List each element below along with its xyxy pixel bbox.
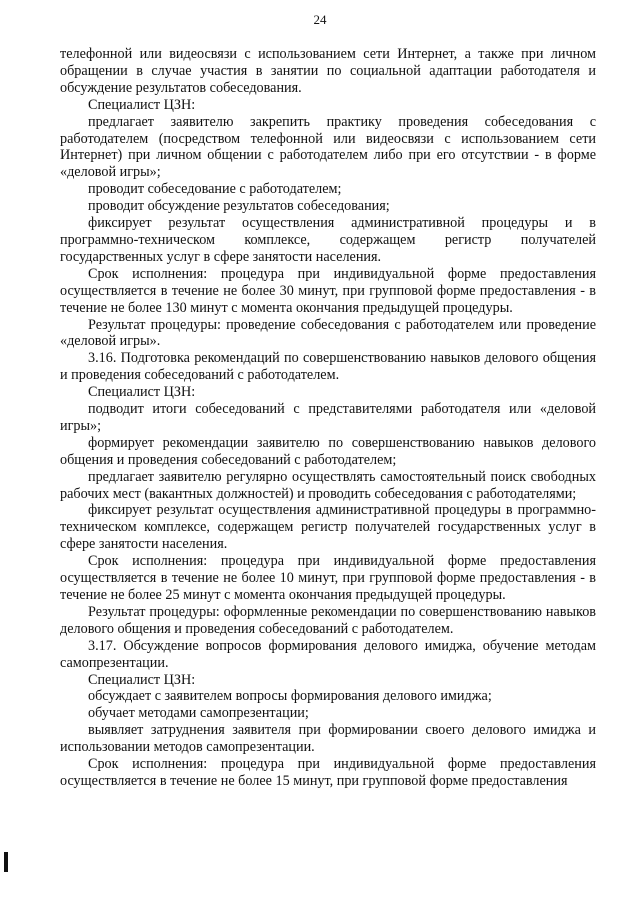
- paragraph-offers-practice: предлагает заявителю закрепить практику проведения собеседования с работодателем (посредством телефонной или видеосвязи с использованием сети Интернет) при личном общении с работодателем либо при его отсутствии - в форме «деловой игры»;: [60, 113, 596, 181]
- paragraph-records-result: фиксирует результат осуществления административной процедуры и в программно-техническом комплексе, содержащем регистр получателей государственных услуг в сфере занятости населения.: [60, 215, 596, 265]
- paragraph-specialist-label: Специалист ЦЗН:: [88, 96, 196, 113]
- document-body: [60, 46, 596, 790]
- paragraph-conducts-discussion: проводит обсуждение результатов собеседования;: [88, 198, 390, 215]
- paragraph-records-result: фиксирует результат осуществления административной процедуры в программно-техническом комплексе, содержащем регистр получателей государственных услуг в сфере занятости населения.: [60, 502, 596, 553]
- paragraph-specialist-label: Специалист ЦЗН:: [88, 671, 196, 688]
- paragraph-specialist-label: Специалист ЦЗН:: [88, 384, 196, 401]
- scan-margin-mark: [4, 852, 8, 872]
- paragraph-identifies-difficulties: выявляет затруднения заявителя при формировании своего делового имиджа и использовании методов самопрезентации.: [60, 722, 596, 756]
- paragraph-conducts-interview: проводит собеседование с работодателем;: [88, 181, 342, 198]
- paragraph-deadline: Срок исполнения: процедура при индивидуальной форме предоставления осуществляется в течение не более 10 минут, при групповой форме предоставления - в течение не более 25 минут с момента окончания предыдущей процедуры.: [60, 553, 596, 603]
- section-heading-3-16: 3.16. Подготовка рекомендаций по совершенствованию навыков делового общения и проведения собеседований с работодателем.: [60, 350, 596, 384]
- paragraph-forms-recommendations: формирует рекомендации заявителю по совершенствованию навыков делового общения и проведения собеседований с работодателем;: [60, 434, 596, 468]
- paragraph-deadline: Срок исполнения: процедура при индивидуальной форме предоставления осуществляется в течение не более 15 минут, при групповой форме предоставления: [60, 756, 596, 789]
- paragraph-procedure-result: Результат процедуры: проведение собеседования с работодателем или проведение «деловой игры».: [60, 316, 596, 350]
- paragraph-summarizes: подводит итоги собеседований с представителями работодателя или «деловой игры»;: [60, 401, 596, 434]
- paragraph-deadline: Срок исполнения: процедура при индивидуальной форме предоставления осуществляется в течение не более 30 минут, при групповой форме предоставления - в течение не более 130 минут с момента окончания предыдущей процедуры.: [60, 265, 596, 316]
- paragraph-teaches-methods: обучает методами самопрезентации;: [88, 705, 309, 722]
- paragraph-discusses-image: обсуждает с заявителем вопросы формирования делового имиджа;: [88, 688, 492, 705]
- paragraph-procedure-result: Результат процедуры: оформленные рекомендации по совершенствованию навыков делового общения и проведения собеседований с работодателем.: [60, 603, 596, 637]
- section-heading-3-17: 3.17. Обсуждение вопросов формирования делового имиджа, обучение методам самопрезентации.: [60, 637, 596, 671]
- page-number: 24: [313, 12, 327, 27]
- paragraph-continuation: телефонной или видеосвязи с использованием сети Интернет, а также при личном обращении в случае участия в занятии по социальной адаптации работодателя и обсуждение результатов собеседования.: [60, 46, 596, 96]
- paragraph-offers-search: предлагает заявителю регулярно осуществлять самостоятельный поиск свободных рабочих мест (вакантных должностей) и проводить собеседования с работодателями;: [60, 468, 596, 502]
